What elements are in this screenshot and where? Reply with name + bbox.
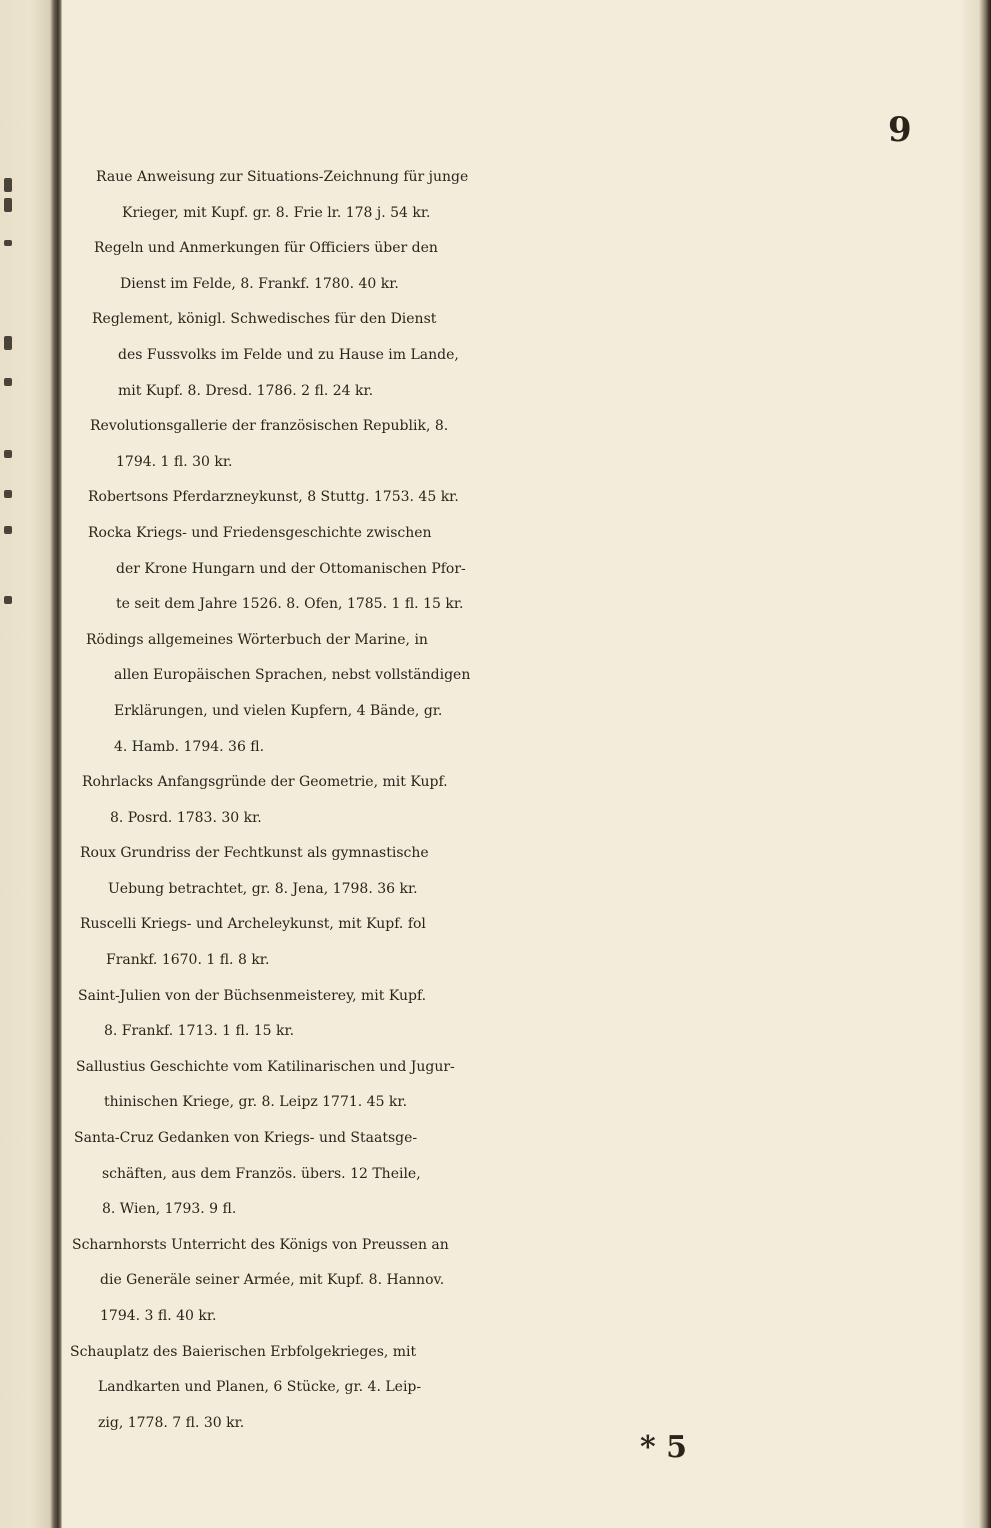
bibliography-entry [0, 1335, 991, 1442]
entry-line: die Generäle seiner Armée, mit Kupf. 8. Hannov. [100, 1272, 445, 1289]
bibliography-entry [0, 1121, 991, 1228]
entry-line: Erklärungen, und vielen Kupfern, 4 Bände, gr. [114, 702, 443, 719]
entry-line: te seit dem Jahre 1526. 8. Ofen, 1785. 1 fl. 15 kr. [116, 596, 464, 613]
bibliography-entry [0, 836, 991, 907]
entry-line: 8. Frankf. 1713. 1 fl. 15 kr. [104, 1023, 295, 1040]
bibliography-entry [0, 907, 991, 978]
entry-line: Santa-Cruz Gedanken von Kriegs- und Staatsge- [74, 1130, 418, 1147]
entry-line: Roux Grundriss der Fechtkunst als gymnastische [80, 845, 429, 862]
entry-line: Schauplatz des Baierischen Erbfolgekrieges, mit [70, 1343, 417, 1360]
bibliography-entry [0, 409, 991, 480]
entry-line: 1794. 1 fl. 30 kr. [116, 453, 233, 470]
entry-line: Rocka Kriegs- und Friedensgeschichte zwischen [88, 524, 432, 541]
entry-line: der Krone Hungarn und der Ottomanischen Pfor- [116, 560, 466, 577]
bibliography-entry [0, 516, 991, 623]
entry-line: 1794. 3 fl. 40 kr. [100, 1308, 217, 1324]
entry-line: allen Europäischen Sprachen, nebst vollständigen [114, 667, 471, 684]
entry-line: Scharnhorsts Unterricht des Königs von Preussen an [72, 1236, 449, 1253]
entry-line: 8. Wien, 1793. 9 fl. [102, 1201, 237, 1218]
entry-line: schäften, aus dem Französ. übers. 12 Theile, [102, 1165, 421, 1182]
entry-line: Landkarten und Planen, 6 Stücke, gr. 4. Leip- [98, 1379, 422, 1396]
entry-line: Reglement, königl. Schwedisches für den Dienst [92, 311, 437, 328]
entry-line: Dienst im Felde, 8. Frankf. 1780. 40 kr. [120, 275, 399, 292]
entry-line: des Fussvolks im Felde und zu Hause im Lande, [118, 346, 459, 363]
entry-line: Frankf. 1670. 1 fl. 8 kr. [106, 952, 270, 969]
entry-line: 8. Posrd. 1783. 30 kr. [110, 809, 262, 826]
bibliography-entry [0, 623, 991, 765]
entry-line: 4. Hamb. 1794. 36 fl. [114, 738, 265, 755]
entry-line: Regeln und Anmerkungen für Officiers über den [94, 240, 438, 257]
bibliography-entry [0, 480, 991, 516]
bibliography-entry [0, 302, 991, 409]
entry-line: zig, 1778. 7 fl. 30 kr. [98, 1414, 245, 1431]
entry-line: Uebung betrachtet, gr. 8. Jena, 1798. 36 kr. [108, 880, 418, 897]
entry-line: Rödings allgemeines Wörterbuch der Marine, in [86, 631, 428, 648]
entry-line: Sallustius Geschichte vom Katilinarischen und Jugur- [76, 1058, 455, 1075]
bibliography-entry [0, 1050, 991, 1121]
entry-line: Revolutionsgallerie der französischen Republik, 8. [90, 418, 449, 435]
entry-line: Rohrlacks Anfangsgründe der Geometrie, mit Kupf. [82, 774, 448, 791]
bibliography-entry [0, 765, 991, 836]
bibliography-entry [0, 1228, 991, 1335]
entry-line: thinischen Kriege, gr. 8. Leipz 1771. 45 kr. [104, 1094, 408, 1111]
entry-line: mit Kupf. 8. Dresd. 1786. 2 fl. 24 kr. [118, 382, 374, 399]
bibliography-entry [0, 231, 991, 302]
entry-line: Krieger, mit Kupf. gr. 8. Frie lr. 178 j. 54 kr. [122, 204, 431, 221]
bibliography-entry [0, 979, 991, 1050]
page-number: 9 [888, 110, 912, 150]
entry-line: Robertsons Pferdarzneykunst, 8 Stuttg. 1753. 45 kr. [88, 489, 459, 506]
entry-line: Saint-Julien von der Büchsenmeisterey, mit Kupf. [78, 987, 427, 1004]
bibliography-entry [0, 160, 991, 231]
bibliography-list [0, 160, 991, 1441]
entry-line: Ruscelli Kriegs- und Archeleykunst, mit Kupf. fol [80, 916, 426, 933]
entry-line: Raue Anweisung zur Situations-Zeichnung für junge [96, 169, 469, 185]
signature-mark: * 5 [640, 1430, 688, 1465]
